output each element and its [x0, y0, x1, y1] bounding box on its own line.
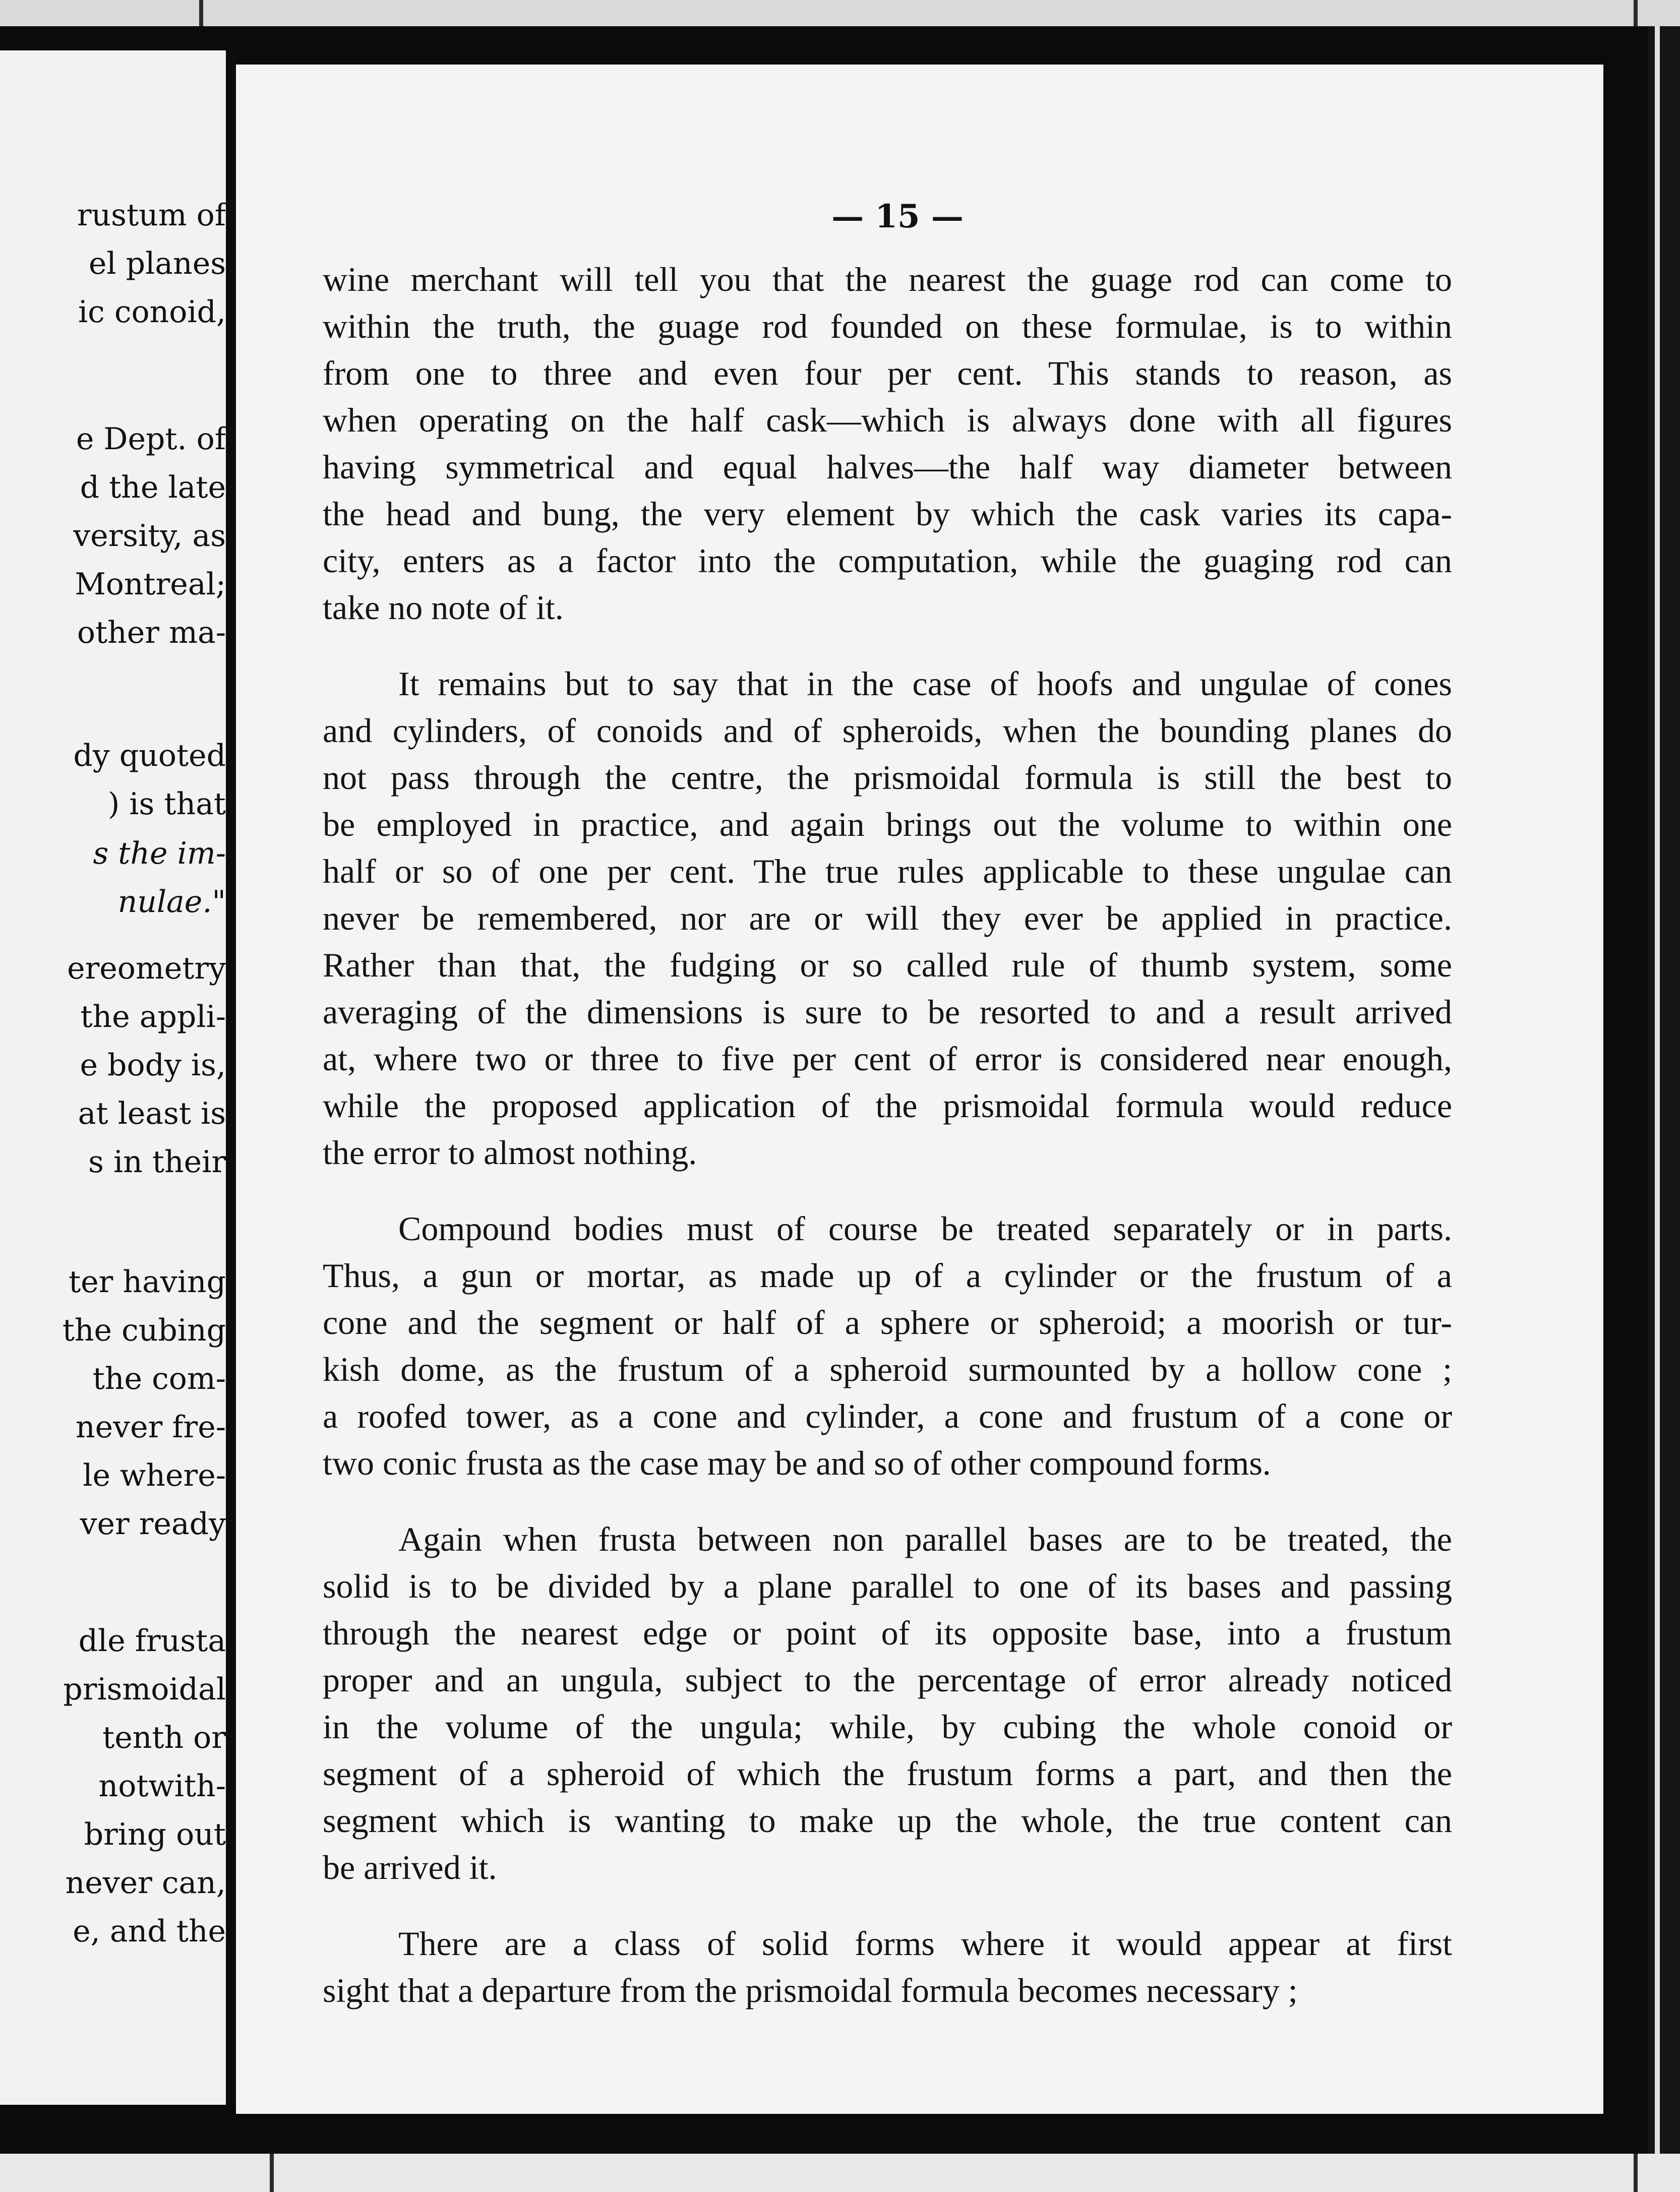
left-page-line: e, and the [73, 1914, 226, 1949]
paragraph [323, 256, 1452, 631]
scan-seam [1634, 2154, 1638, 2192]
paragraph-gap [323, 1176, 1452, 1205]
left-page-line: rustum of [77, 198, 226, 233]
text-line: a roofed tower, as a cone and cylinder, a cone and frustum of a cone or [323, 1397, 1452, 1435]
left-facing-page [0, 50, 226, 2105]
text-line: city, enters as a factor into the computation, while the guaging rod can [323, 541, 1452, 580]
paragraph-gap [323, 1487, 1452, 1516]
left-page-line: s the im- [93, 836, 226, 871]
text-line: the head and bung, the very element by which the cask varies its capa- [323, 495, 1452, 533]
left-page-line: dle frusta [78, 1623, 226, 1659]
left-page-line: ereometry [67, 951, 226, 986]
left-page-line: ic conoid, [78, 294, 226, 330]
scan-seam [1634, 0, 1638, 26]
scan-seam [199, 0, 203, 26]
text-line: sight that a departure from the prismoidal formula becomes necessary ; [323, 1971, 1298, 2010]
text-line: proper and an ungula, subject to the percentage of error already noticed [323, 1661, 1452, 1699]
left-page-line: dy quoted [73, 738, 226, 773]
text-line: the error to almost nothing. [323, 1133, 697, 1172]
text-line: There are a class of solid forms where it would appear at first [398, 1924, 1452, 1963]
left-page-line: never can, [65, 1865, 226, 1901]
paragraph [323, 1920, 1452, 2014]
text-line: be employed in practice, and again brings out the volume to within one [323, 805, 1452, 843]
left-page-line: ter having [69, 1264, 226, 1300]
text-line: not pass through the centre, the prismoidal formula is still the best to [323, 758, 1452, 797]
text-line: segment of a spheroid of which the frustum forms a part, and then the [323, 1754, 1452, 1793]
left-page-line: the com- [92, 1361, 226, 1396]
left-page-line: the appli- [80, 999, 226, 1034]
left-page-line: other ma- [77, 615, 226, 650]
scan-top-strip [0, 0, 1680, 26]
text-line: two conic frusta as the case may be and so of other compound forms. [323, 1444, 1271, 1482]
left-page-line: e body is, [80, 1048, 226, 1083]
scan-bottom-strip [0, 2154, 1680, 2192]
left-page-line: le where- [83, 1458, 226, 1493]
text-line: averaging of the dimensions is sure to be resorted to and a result arrived [323, 993, 1452, 1031]
text-line: within the truth, the guage rod founded on these formulae, is to within [323, 307, 1452, 345]
paragraph-gap [323, 1891, 1452, 1920]
page-gutter [226, 50, 236, 2105]
text-line: half or so of one per cent. The true rules applicable to these ungulae can [323, 852, 1452, 890]
text-line: Compound bodies must of course be treated separately or in parts. [398, 1209, 1452, 1248]
text-line: cone and the segment or half of a sphere or spheroid; a moorish or tur- [323, 1303, 1452, 1342]
text-line: through the nearest edge or point of its opposite base, into a frustum [323, 1614, 1452, 1652]
left-page-line: at least is [78, 1096, 226, 1131]
left-page-line: Montreal; [75, 567, 226, 602]
left-page-line: tenth or [102, 1720, 226, 1755]
scan-right-edge [1648, 26, 1680, 2154]
paragraph [323, 1516, 1452, 1891]
text-line: from one to three and even four per cent. This stands to reason, as [323, 354, 1452, 392]
text-line: Thus, a gun or mortar, as made up of a cylinder or the frustum of a [323, 1256, 1452, 1295]
scan-edge-line [1655, 26, 1660, 2154]
left-page-line: e Dept. of [76, 421, 226, 457]
text-line: having symmetrical and equal halves—the half way diameter between [323, 448, 1452, 486]
text-line: Again when frusta between non parallel bases are to be treated, the [398, 1520, 1452, 1558]
text-line: in the volume of the ungula; while, by cubing the whole conoid or [323, 1708, 1452, 1746]
paragraph [323, 1205, 1452, 1487]
text-line: be arrived it. [323, 1848, 497, 1886]
left-page-line: prismoidal [63, 1672, 226, 1707]
text-line: solid is to be divided by a plane parallel to one of its bases and passing [323, 1567, 1452, 1605]
paragraph-gap [323, 631, 1452, 660]
scan-seam [270, 2154, 274, 2192]
left-page-line: the cubing [62, 1313, 226, 1348]
paragraph [323, 660, 1452, 1176]
text-line: and cylinders, of conoids and of spheroids, when the bounding planes do [323, 711, 1452, 750]
left-page-line: bring out [84, 1817, 226, 1852]
text-line: never be remembered, nor are or will they ever be applied in practice. [323, 899, 1452, 937]
left-page-line: notwith- [98, 1769, 226, 1804]
left-page-line: el planes [88, 246, 226, 281]
text-line: when operating on the half cask—which is always done with all figures [323, 401, 1452, 439]
body-text [323, 256, 1452, 2014]
text-line: wine merchant will tell you that the nearest the guage rod can come to [323, 260, 1452, 298]
left-page-line: s in their [88, 1144, 226, 1180]
left-page-line: never fre- [76, 1410, 226, 1445]
text-line: kish dome, as the frustum of a spheroid surmounted by a hollow cone ; [323, 1350, 1452, 1388]
left-page-line: nulae." [117, 884, 226, 920]
text-line: segment which is wanting to make up the whole, the true content can [323, 1801, 1452, 1840]
left-page-line: ) is that [107, 786, 226, 822]
page-number: — 15 — [831, 198, 964, 235]
left-page-line: d the late [80, 470, 226, 505]
text-line: It remains but to say that in the case of hoofs and ungulae of cones [398, 664, 1452, 703]
text-line: take no note of it. [323, 588, 564, 627]
left-page-line: versity, as [73, 518, 226, 554]
text-line: at, where two or three to five per cent of error is considered near enough, [323, 1040, 1452, 1078]
text-line: Rather than that, the fudging or so called rule of thumb system, some [323, 946, 1452, 984]
text-line: while the proposed application of the prismoidal formula would reduce [323, 1086, 1452, 1125]
left-page-line: ver ready [80, 1506, 226, 1542]
